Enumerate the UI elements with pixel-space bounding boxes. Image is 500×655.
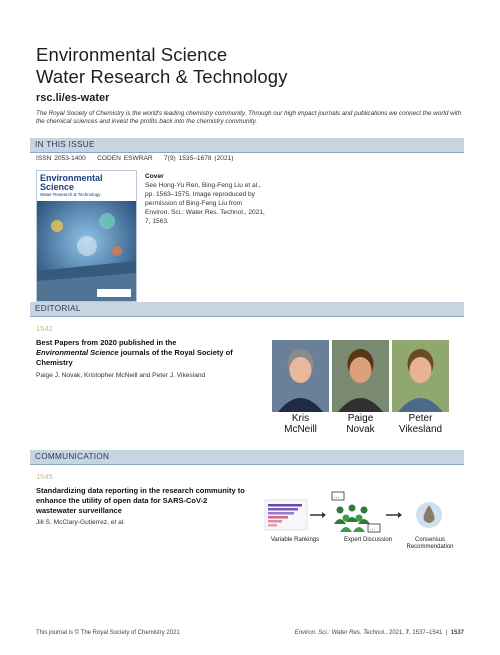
editor-photo: [272, 340, 329, 412]
arrow-icon: [386, 512, 402, 518]
section-header-in-this-issue: IN THIS ISSUE: [30, 138, 464, 153]
arrow-icon: [310, 512, 326, 518]
footer-citation: Environ. Sci.: Water Res. Technol., 2021, 7, 1537–1541 | 1537: [294, 630, 464, 636]
journal-url[interactable]: rsc.li/es-water: [36, 92, 110, 104]
expert-group-icon: [334, 505, 370, 533]
section-header-communication: COMMUNICATION: [30, 450, 464, 465]
journal-title: Environmental Science Water Research & Technology: [36, 44, 288, 87]
rsc-blurb: The Royal Society of Chemistry is the world's leading chemistry community. Through our high impact journals and publications we connect the world with the chemical sciences and invest the profits back into the chemistry community.: [36, 110, 462, 125]
variable-rankings-icon: [265, 500, 307, 530]
editor-photo: [332, 340, 389, 412]
editor-name-label: Kris McNeill: [284, 413, 317, 435]
cover-title: Environmental Science: [40, 173, 103, 192]
issue-info: ISSN 2053-1400 CODEN ESWRAR 7(9) 1535–1678 (2021): [36, 155, 234, 162]
section-header-editorial: EDITORIAL: [30, 302, 464, 317]
svg-text:...: ...: [370, 526, 376, 532]
communication-title[interactable]: Standardizing data reporting in the research community to enhance the utility of open data for SARS-CoV-2 wastewater surveillance: [36, 486, 245, 515]
cover-caption: Cover See Hong-Yu Ren, Bing-Feng Liu et al., pp. 1563–1575. Image reproduced by permission of Bing-Feng Liu from Environ. Sci.: Water Res. Technol., 2021, 7, 1563.: [145, 173, 265, 225]
cover-artwork: [37, 201, 136, 301]
footer-copyright: This journal is © The Royal Society of Chemistry 2021: [36, 630, 180, 636]
communication-page-number: 1545: [36, 472, 53, 481]
editorial-page-number: 1542: [36, 324, 53, 333]
cover-subtitle: Water Research & Technology: [40, 192, 101, 197]
editor-name-label: Peter Vikesland: [398, 413, 443, 435]
figure-label-consensus: Consensus Recommendation: [406, 537, 454, 550]
editorial-authors: Paige J. Novak, Kristopher McNeill and Peter J. Vikesland: [36, 372, 206, 379]
editor-name-label: Paige Novak: [346, 413, 375, 435]
editor-photo: [392, 340, 449, 412]
communication-authors: Jill S. McClary-Gutierrez, et al.: [36, 519, 126, 526]
droplet-icon: [416, 502, 442, 528]
svg-text:...: ...: [334, 494, 340, 500]
figure-label-rankings: Variable Rankings: [270, 537, 320, 543]
editorial-title[interactable]: Best Papers from 2020 published in the Environmental Science journals of the Royal Society of Chemistry: [36, 338, 233, 367]
figure-label-discussion: Expert Discussion: [343, 537, 393, 543]
cover-image[interactable]: [36, 170, 137, 302]
